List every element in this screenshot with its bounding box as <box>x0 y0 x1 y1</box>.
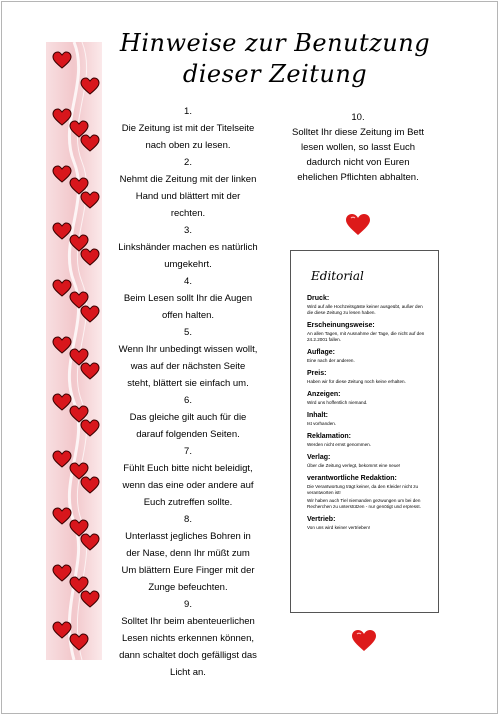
instruction-number: 9. <box>184 599 192 610</box>
editorial-text: Werden nicht ernst genommen. <box>307 442 372 447</box>
editorial-text: Wir haben auch Tiel niemanden gezwungen um bei den Recherchen zu unterstützen - nur genötigt und erpresst. <box>307 498 421 509</box>
editorial-text: Über die Zeitung verlegt, bekommt eine neue! <box>307 463 401 468</box>
instructions-list <box>118 103 258 681</box>
instruction-number: 7. <box>184 446 192 457</box>
instruction-number: 10. <box>351 112 365 123</box>
editorial-label: Erscheinungsweise: <box>307 322 375 329</box>
editorial-box <box>290 250 439 613</box>
instruction-number: 4. <box>184 276 192 287</box>
editorial-label: verantwortliche Redaktion: <box>307 475 397 482</box>
editorial-label: Inhalt: <box>307 412 328 419</box>
heart-icon <box>346 214 370 236</box>
instruction-number: 3. <box>184 225 192 236</box>
editorial-text: Von uns wird keiner vertrieben! <box>307 525 371 530</box>
instruction-text: Unterlasst jegliches Bohren in der Nase, denn Ihr müßt zum Um blättern Eure Finger mit der Zunge befeuchten. <box>121 531 255 593</box>
instruction-text: Die Zeitung ist mit der Titelseite nach oben zu lesen. <box>121 123 255 151</box>
title-line-1: Hinweise zur Benutzung <box>119 29 431 57</box>
editorial-text: An allen Tagen, mit Ausnahme der Tage, die nicht auf den 24.2.2001 fallen. <box>307 331 425 342</box>
instruction-text: Das gleiche gilt auch für die darauf folgenden Seiten. <box>129 412 247 440</box>
title-line-2: dieser Zeitung <box>182 60 368 88</box>
editorial-text: Ist vorhanden. <box>307 421 337 426</box>
heart-icon <box>352 630 376 652</box>
instruction-text: Linkshänder machen es natürlich umgekehrt. <box>118 242 258 270</box>
editorial-text: Die Verantwortung trägt keiner, da den Kleider nicht zu verantworten ist! <box>307 484 419 495</box>
instruction-text: Solltet Ihr beim abenteuerlichen Lesen nichts erkennen können, dann schaltet doch gefälligst das Licht an. <box>119 616 257 678</box>
instruction-number: 1. <box>184 106 192 117</box>
editorial-sections <box>307 295 430 531</box>
heart-ribbon-decoration <box>46 42 102 660</box>
editorial-label: Anzeigen: <box>307 391 341 398</box>
editorial-title: Editorial <box>311 269 364 283</box>
editorial-label: Preis: <box>307 370 327 377</box>
instruction-text: Nehmt die Zeitung mit der linken Hand und blättert mit der rechten. <box>119 174 257 219</box>
editorial-label: Auflage: <box>307 349 335 356</box>
instruction-number: 2. <box>184 157 192 168</box>
instruction-number: 8. <box>184 514 192 525</box>
editorial-label: Vertrieb: <box>307 516 336 523</box>
editorial-label: Druck: <box>307 295 330 302</box>
instruction-number: 6. <box>184 395 192 406</box>
editorial-text: Wird uns hoffentlich niemand. <box>307 400 368 405</box>
instruction-number: 5. <box>184 327 192 338</box>
editorial-text: Eine nach der anderen. <box>307 358 355 363</box>
instruction-text: Beim Lesen sollt Ihr die Augen offen halten. <box>123 293 253 321</box>
editorial-label: Reklamation: <box>307 433 351 440</box>
page-title <box>110 28 440 90</box>
instruction-item-10 <box>290 110 426 185</box>
editorial-label: Verlag: <box>307 454 331 461</box>
instruction-text: Fühlt Euch bitte nicht beleidigt, wenn das eine oder andere auf Euch zutreffen sollte. <box>122 463 254 508</box>
editorial-text: Wird auf alle Hochzeitsgäste keiner ausgeübt, außer den die diese Zeitung zu lesen haben. <box>307 304 423 315</box>
instruction-text: Solltet Ihr diese Zeitung im Bett lesen wollen, so lasst Euch dadurch nicht von Euren ehelichen Pflichten abhalten. <box>291 127 424 183</box>
editorial-text: Haben wir für diese Zeitung noch keine erhalten. <box>307 379 406 384</box>
instruction-text: Wenn Ihr unbedingt wissen wollt, was auf der nächsten Seite steht, blättert sie einfach um. <box>118 344 258 389</box>
